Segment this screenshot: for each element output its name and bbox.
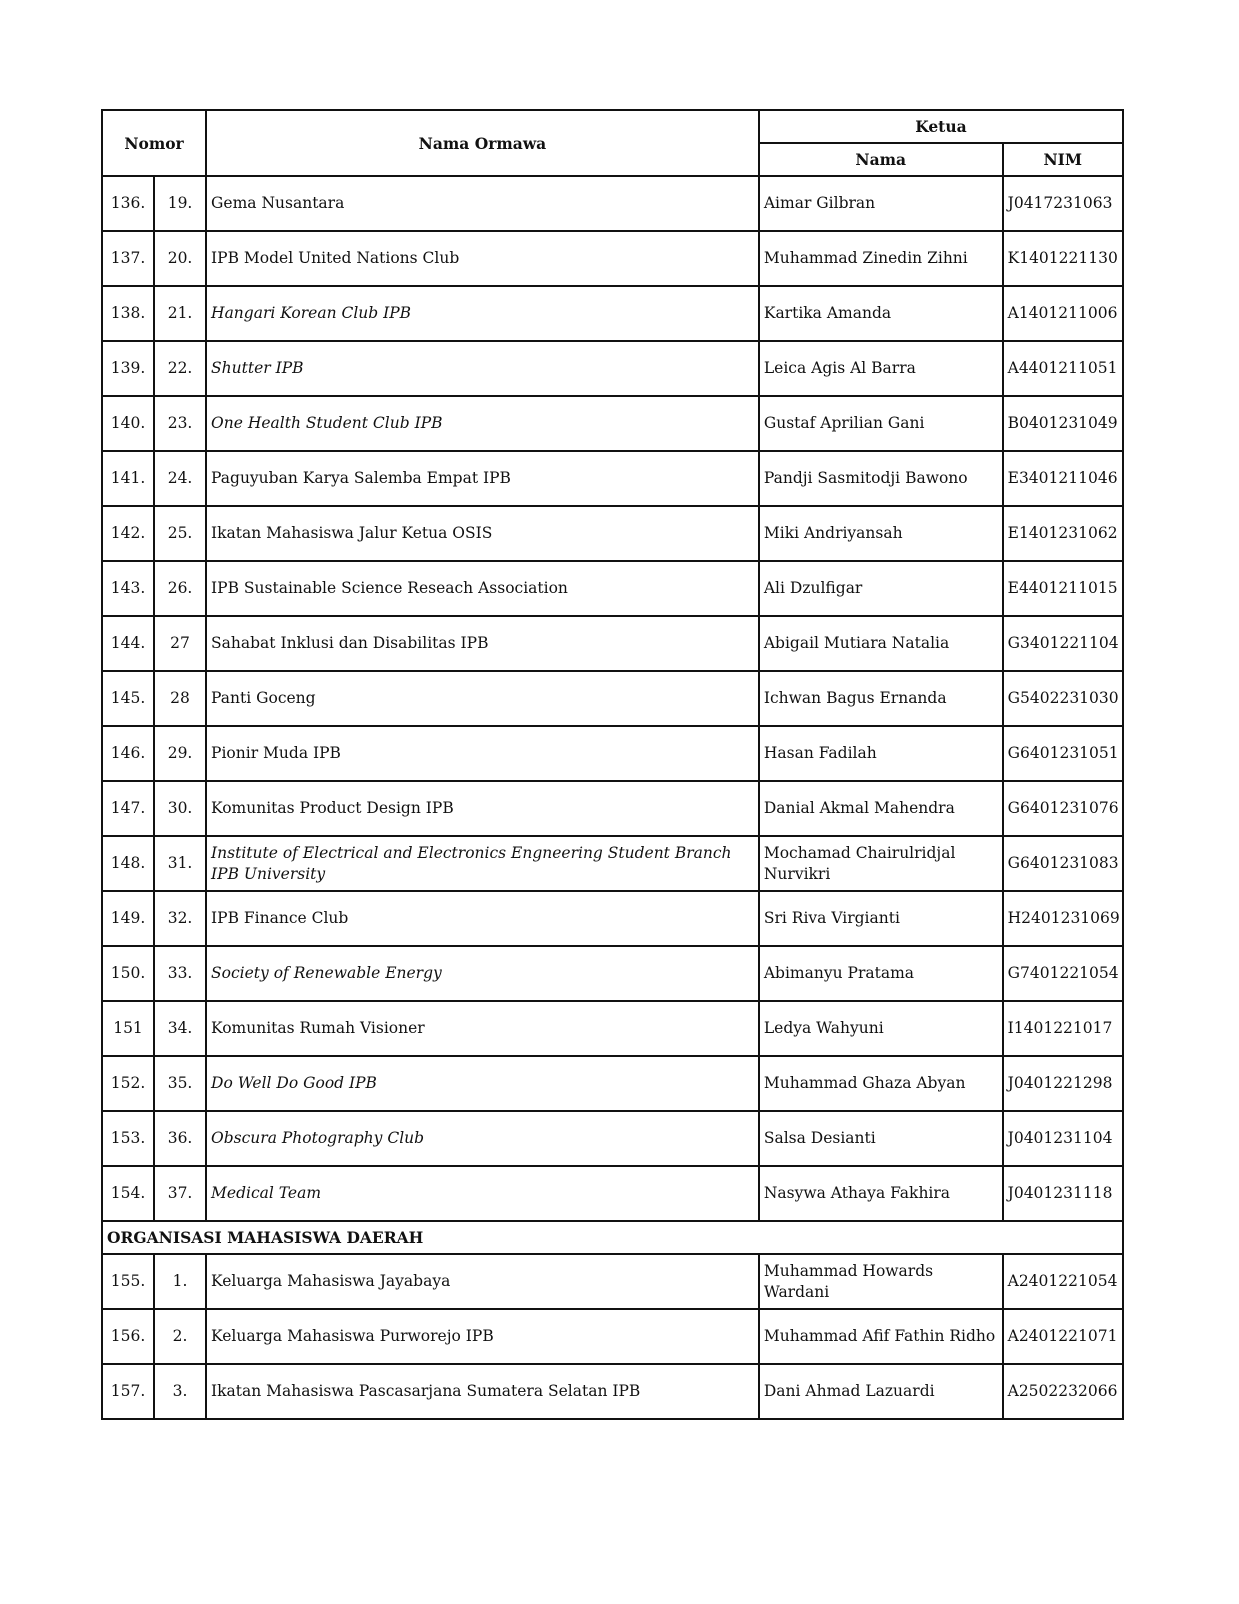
leader-name: Ali Dzulfigar <box>759 561 1003 616</box>
organization-name: IPB Model United Nations Club <box>206 231 759 286</box>
row-index: 27 <box>154 616 206 671</box>
row-index: 29. <box>154 726 206 781</box>
row-index: 19. <box>154 176 206 231</box>
leader-name: Miki Andriyansah <box>759 506 1003 561</box>
leader-name: Muhammad Howards Wardani <box>759 1254 1003 1309</box>
table-row <box>102 836 1123 891</box>
row-number: 149. <box>102 891 154 946</box>
organization-name: Society of Renewable Energy <box>206 946 759 1001</box>
row-number: 154. <box>102 1166 154 1221</box>
leader-name: Kartika Amanda <box>759 286 1003 341</box>
leader-name: Leica Agis Al Barra <box>759 341 1003 396</box>
leader-name: Abigail Mutiara Natalia <box>759 616 1003 671</box>
row-number: 138. <box>102 286 154 341</box>
organization-name: Shutter IPB <box>206 341 759 396</box>
header-nim: NIM <box>1003 143 1123 176</box>
leader-name: Muhammad Zinedin Zihni <box>759 231 1003 286</box>
row-number: 146. <box>102 726 154 781</box>
table-row <box>102 946 1123 1001</box>
leader-name: Ledya Wahyuni <box>759 1001 1003 1056</box>
table-row <box>102 1001 1123 1056</box>
row-index: 31. <box>154 836 206 891</box>
leader-name: Dani Ahmad Lazuardi <box>759 1364 1003 1419</box>
row-index: 25. <box>154 506 206 561</box>
section-table-body <box>102 1254 1123 1419</box>
leader-nim: J0401231118 <box>1003 1166 1123 1221</box>
row-index: 26. <box>154 561 206 616</box>
organization-name: Ikatan Mahasiswa Pascasarjana Sumatera Selatan IPB <box>206 1364 759 1419</box>
row-number: 147. <box>102 781 154 836</box>
row-index: 23. <box>154 396 206 451</box>
row-number: 155. <box>102 1254 154 1309</box>
header-nomor: Nomor <box>102 110 206 176</box>
organization-name: Ikatan Mahasiswa Jalur Ketua OSIS <box>206 506 759 561</box>
leader-nim: G3401221104 <box>1003 616 1123 671</box>
table-row <box>102 396 1123 451</box>
row-index: 36. <box>154 1111 206 1166</box>
row-index: 34. <box>154 1001 206 1056</box>
table-row <box>102 561 1123 616</box>
leader-name: Aimar Gilbran <box>759 176 1003 231</box>
row-index: 33. <box>154 946 206 1001</box>
leader-name: Mochamad Chairulridjal Nurvikri <box>759 836 1003 891</box>
row-index: 32. <box>154 891 206 946</box>
leader-name: Danial Akmal Mahendra <box>759 781 1003 836</box>
leader-nim: A2401221054 <box>1003 1254 1123 1309</box>
row-index: 20. <box>154 231 206 286</box>
leader-name: Muhammad Afif Fathin Ridho <box>759 1309 1003 1364</box>
table-row <box>102 616 1123 671</box>
table-row <box>102 1166 1123 1221</box>
table-row <box>102 726 1123 781</box>
organization-name: Paguyuban Karya Salemba Empat IPB <box>206 451 759 506</box>
row-number: 157. <box>102 1364 154 1419</box>
organization-name: Keluarga Mahasiswa Jayabaya <box>206 1254 759 1309</box>
organization-name: IPB Finance Club <box>206 891 759 946</box>
leader-name: Sri Riva Virgianti <box>759 891 1003 946</box>
leader-name: Pandji Sasmitodji Bawono <box>759 451 1003 506</box>
table-row <box>102 781 1123 836</box>
leader-name: Abimanyu Pratama <box>759 946 1003 1001</box>
leader-nim: E3401211046 <box>1003 451 1123 506</box>
section-header <box>102 1221 1123 1254</box>
table-row <box>102 891 1123 946</box>
table-row <box>102 286 1123 341</box>
organization-name: Sahabat Inklusi dan Disabilitas IPB <box>206 616 759 671</box>
row-number: 152. <box>102 1056 154 1111</box>
row-number: 150. <box>102 946 154 1001</box>
leader-nim: I1401221017 <box>1003 1001 1123 1056</box>
header-nama: Nama <box>759 143 1003 176</box>
row-index: 37. <box>154 1166 206 1221</box>
leader-name: Nasywa Athaya Fakhira <box>759 1166 1003 1221</box>
table-body <box>102 176 1123 1221</box>
organization-name: Keluarga Mahasiswa Purworejo IPB <box>206 1309 759 1364</box>
row-number: 136. <box>102 176 154 231</box>
row-number: 139. <box>102 341 154 396</box>
table-row <box>102 231 1123 286</box>
leader-nim: A4401211051 <box>1003 341 1123 396</box>
leader-nim: G6401231083 <box>1003 836 1123 891</box>
leader-nim: G6401231076 <box>1003 781 1123 836</box>
row-number: 142. <box>102 506 154 561</box>
leader-nim: J0417231063 <box>1003 176 1123 231</box>
organization-name: IPB Sustainable Science Reseach Association <box>206 561 759 616</box>
row-index: 35. <box>154 1056 206 1111</box>
leader-nim: E4401211015 <box>1003 561 1123 616</box>
leader-nim: K1401221130 <box>1003 231 1123 286</box>
table-row <box>102 1364 1123 1419</box>
organization-name: Do Well Do Good IPB <box>206 1056 759 1111</box>
leader-name: Salsa Desianti <box>759 1111 1003 1166</box>
row-number: 145. <box>102 671 154 726</box>
organization-name: Gema Nusantara <box>206 176 759 231</box>
leader-nim: J0401231104 <box>1003 1111 1123 1166</box>
leader-nim: E1401231062 <box>1003 506 1123 561</box>
organization-name: One Health Student Club IPB <box>206 396 759 451</box>
table-row <box>102 671 1123 726</box>
row-index: 2. <box>154 1309 206 1364</box>
table-row <box>102 1309 1123 1364</box>
leader-name: Muhammad Ghaza Abyan <box>759 1056 1003 1111</box>
row-number: 153. <box>102 1111 154 1166</box>
row-number: 140. <box>102 396 154 451</box>
organization-name: Komunitas Product Design IPB <box>206 781 759 836</box>
table-row <box>102 341 1123 396</box>
row-number: 151 <box>102 1001 154 1056</box>
table-row <box>102 1254 1123 1309</box>
row-number: 148. <box>102 836 154 891</box>
leader-nim: J0401221298 <box>1003 1056 1123 1111</box>
row-number: 156. <box>102 1309 154 1364</box>
row-index: 21. <box>154 286 206 341</box>
organization-name: Panti Goceng <box>206 671 759 726</box>
leader-name: Ichwan Bagus Ernanda <box>759 671 1003 726</box>
ormawa-table <box>101 109 1124 1420</box>
leader-name: Gustaf Aprilian Gani <box>759 396 1003 451</box>
leader-nim: G5402231030 <box>1003 671 1123 726</box>
leader-nim: A2502232066 <box>1003 1364 1123 1419</box>
row-number: 141. <box>102 451 154 506</box>
organization-name: Institute of Electrical and Electronics Engneering Student Branch IPB University <box>206 836 759 891</box>
table-row <box>102 1111 1123 1166</box>
organization-name: Pionir Muda IPB <box>206 726 759 781</box>
organization-name: Obscura Photography Club <box>206 1111 759 1166</box>
row-number: 144. <box>102 616 154 671</box>
table-row <box>102 506 1123 561</box>
leader-nim: A2401221071 <box>1003 1309 1123 1364</box>
row-index: 24. <box>154 451 206 506</box>
leader-nim: H2401231069 <box>1003 891 1123 946</box>
table-row <box>102 451 1123 506</box>
leader-nim: A1401211006 <box>1003 286 1123 341</box>
row-index: 30. <box>154 781 206 836</box>
leader-nim: G7401221054 <box>1003 946 1123 1001</box>
organization-name: Medical Team <box>206 1166 759 1221</box>
header-ketua: Ketua <box>759 110 1123 143</box>
leader-nim: G6401231051 <box>1003 726 1123 781</box>
table-row <box>102 176 1123 231</box>
organization-name: Komunitas Rumah Visioner <box>206 1001 759 1056</box>
row-index: 28 <box>154 671 206 726</box>
organization-name: Hangari Korean Club IPB <box>206 286 759 341</box>
row-number: 143. <box>102 561 154 616</box>
row-index: 22. <box>154 341 206 396</box>
header-nama-ormawa: Nama Ormawa <box>206 110 759 176</box>
table-row <box>102 1056 1123 1111</box>
leader-nim: B0401231049 <box>1003 396 1123 451</box>
row-number: 137. <box>102 231 154 286</box>
row-index: 1. <box>154 1254 206 1309</box>
section-title: ORGANISASI MAHASISWA DAERAH <box>102 1221 1123 1254</box>
row-index: 3. <box>154 1364 206 1419</box>
leader-name: Hasan Fadilah <box>759 726 1003 781</box>
